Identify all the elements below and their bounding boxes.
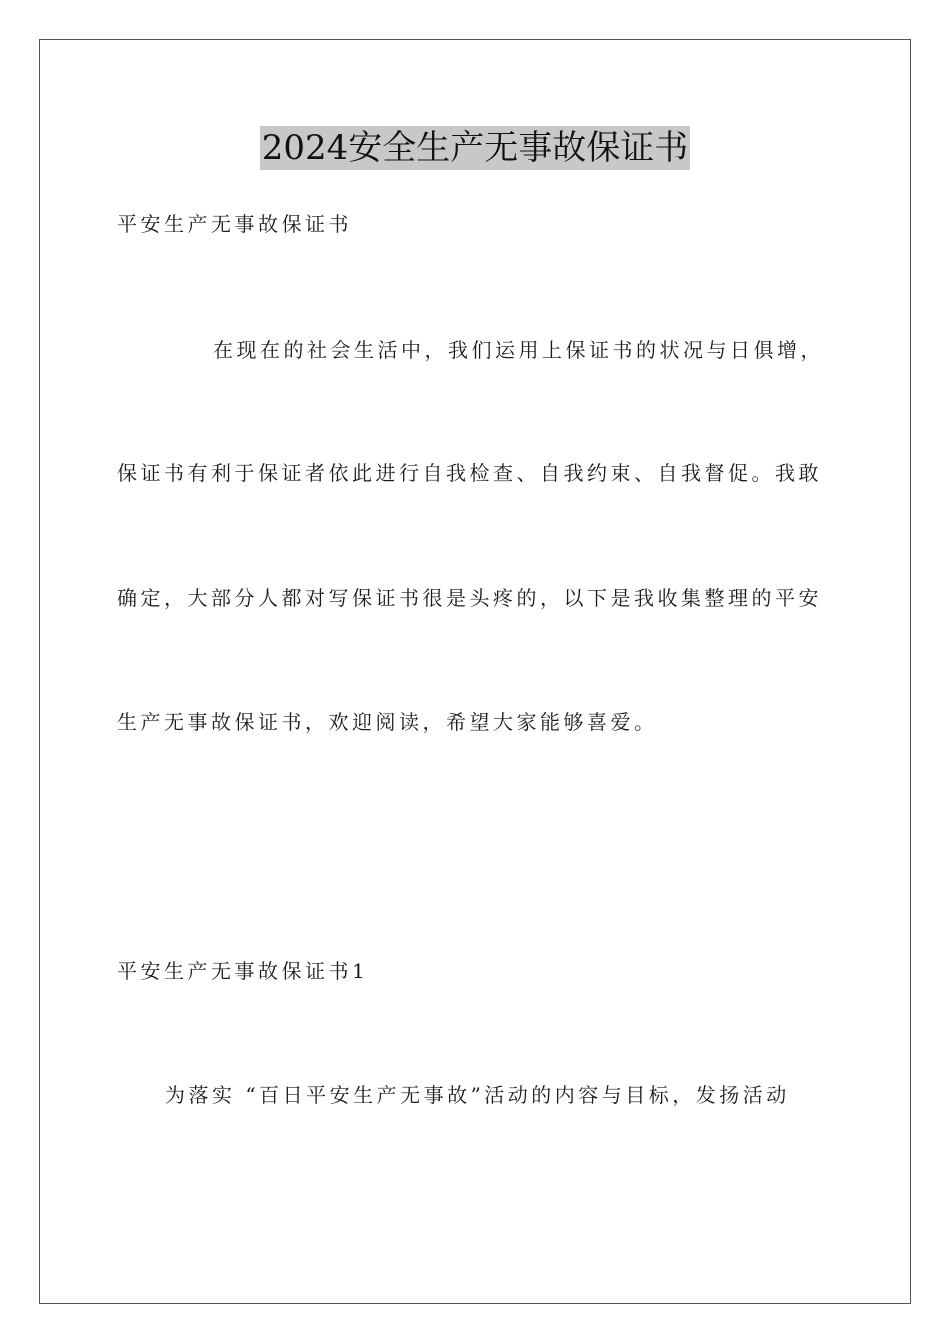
intro-line-3: 确定，大部分人都对写保证书很是头疼的，以下是我收集整理的平安 [117, 586, 822, 610]
document-subtitle: 平安生产无事故保证书 [117, 212, 352, 236]
intro-line-2: 保证书有利于保证者依此进行自我检查、自我约束、自我督促。我敢 [117, 461, 822, 485]
document-title[interactable]: 2024安全生产无事故保证书 [261, 128, 689, 168]
section-heading: 平安生产无事故保证书1 [117, 959, 369, 983]
title-container [0, 126, 950, 170]
intro-line-1: 在现在的社会生活中，我们运用上保证书的状况与日俱增， [213, 338, 824, 362]
section-line-1: 为落实 “百日平安生产无事故”活动的内容与目标，发扬活动 [165, 1083, 790, 1107]
intro-line-4: 生产无事故保证书，欢迎阅读，希望大家能够喜爱。 [117, 710, 658, 734]
